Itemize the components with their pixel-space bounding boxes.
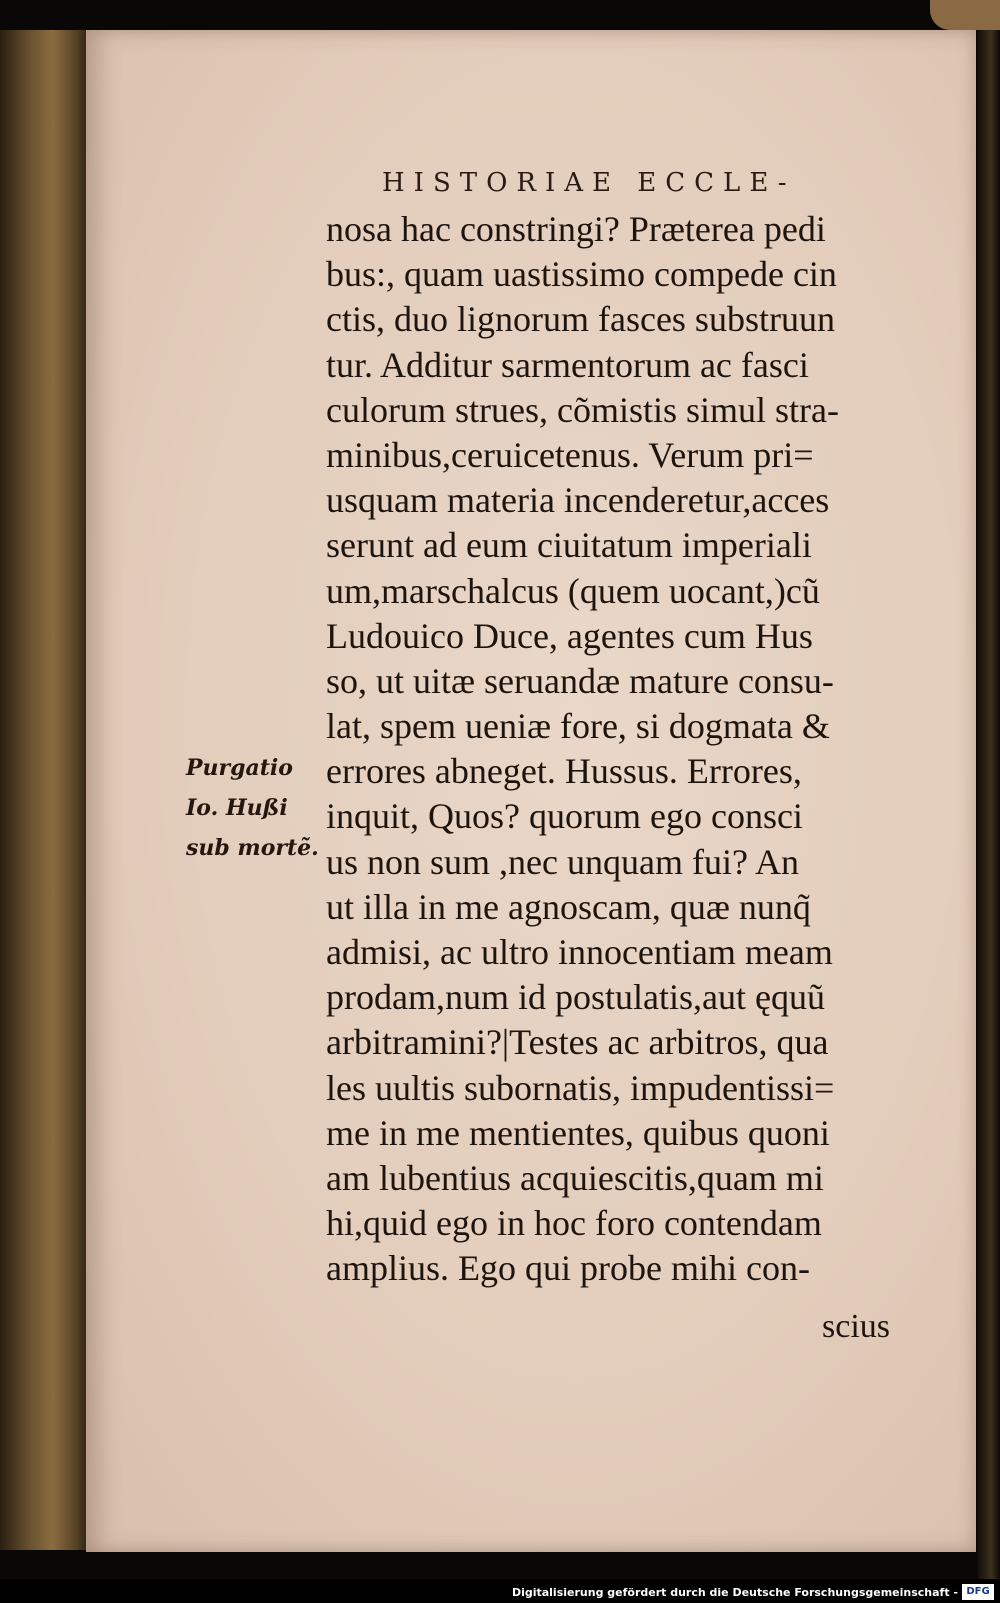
- book-corner: [930, 0, 1000, 30]
- text-line: serunt ad eum ciuitatum imperiali: [326, 525, 812, 566]
- text-line: tur. Additur sarmentorum ac fasci: [326, 344, 809, 385]
- text-line: minibus,ceruicetenus. Verum pri=: [326, 434, 814, 475]
- footer-bar: [0, 1579, 1000, 1603]
- text-line: amplius. Ego qui probe mihi con-: [326, 1248, 810, 1289]
- text-line: ut illa in me agnoscam, quæ nunq̃: [326, 886, 811, 927]
- text-line: bus:, quam uastissimo compede cin: [326, 254, 837, 295]
- marginal-note-line: sub mortẽ.: [186, 835, 319, 861]
- marginal-note-line: Purgatio: [186, 755, 293, 781]
- text-line: ctis, duo lignorum fasces substruun: [326, 299, 835, 340]
- text-line: les uultis subornatis, impudentissi=: [326, 1067, 835, 1108]
- text-line: usquam materia incenderetur,acces: [326, 480, 830, 521]
- dfg-logo: DFG: [962, 1584, 994, 1600]
- text-line: so, ut uitæ seruandæ mature consu-: [326, 660, 834, 701]
- marginal-note: [186, 748, 319, 868]
- text-line: am lubentius acquiescitis,quam mi: [326, 1157, 824, 1198]
- body-text: [326, 207, 936, 1292]
- funding-credit: Digitalisierung gefördert durch die Deutsche Forschungsgemeinschaft -: [511, 1586, 958, 1599]
- text-line: hi,quid ego in hoc foro contendam: [326, 1203, 822, 1244]
- catchword: scius: [822, 1308, 890, 1345]
- text-line: culorum strues, cõmistis simul stra-: [326, 389, 839, 430]
- text-line: inquit, Quos? quorum ego consci: [326, 796, 803, 837]
- text-line: um,marschalcus (quem uocant,)cũ: [326, 570, 820, 611]
- text-line: me in me mentientes, quibus quoni: [326, 1112, 830, 1153]
- text-line: admisi, ac ultro innocentiam meam: [326, 932, 833, 972]
- book-spine-edge: [0, 30, 88, 1550]
- text-line: errores abneget. Hussus. Errores,: [326, 751, 802, 792]
- text-line: prodam,num id postulatis,aut ęquũ: [326, 977, 825, 1018]
- marginal-note-line: Io. Hußi: [186, 795, 288, 821]
- text-line: lat, spem ueniæ fore, si dogmata &: [326, 706, 830, 747]
- book-right-edge: [978, 0, 1000, 1603]
- running-head: HISTORIAE ECCLE-: [382, 168, 796, 198]
- text-line: arbitramini?|Testes ac arbitros, qua: [326, 1022, 829, 1063]
- text-line: us non sum ,nec unquam fui? An: [326, 841, 799, 882]
- text-line: nosa hac constringi? Præterea pedi: [326, 209, 826, 249]
- text-line: Ludouico Duce, agentes cum Hus: [326, 615, 813, 656]
